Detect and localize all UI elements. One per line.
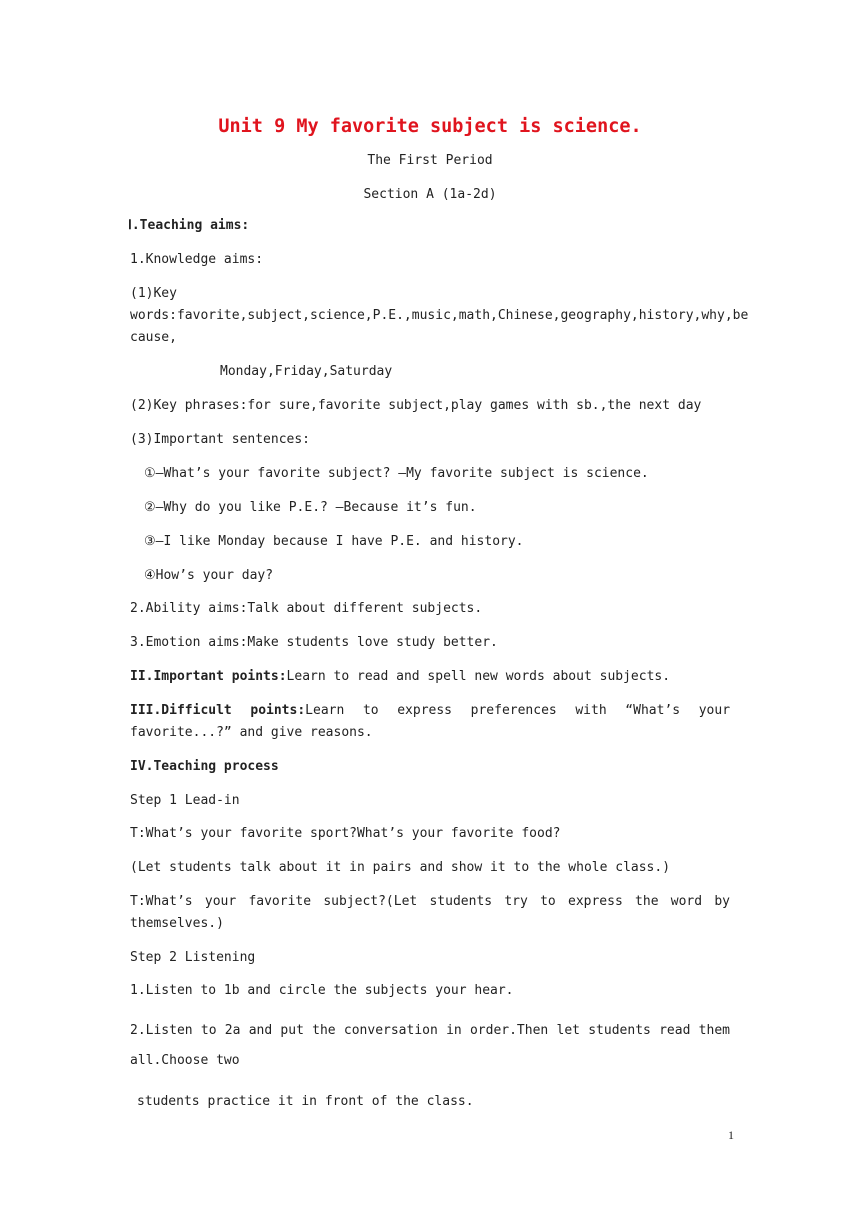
key-words-list: words:favorite,subject,science,P.E.,music,math,Chinese,geography,history,why,be <box>130 308 749 323</box>
word: “What’s <box>625 703 681 718</box>
step-1-question-2 <box>130 894 730 910</box>
important-points-text: Learn to read and spell new words about subjects. <box>286 669 671 684</box>
listening-1: 1.Listen to 1b and circle the subjects your hear. <box>130 983 514 998</box>
word: express <box>397 703 453 718</box>
ability-aims: 2.Ability aims:Talk about different subjects. <box>130 601 483 616</box>
word: to <box>540 894 556 909</box>
word: with <box>575 703 607 718</box>
step-1-question: T:What’s your favorite sport?What’s your favorite food? <box>130 826 561 841</box>
word: and <box>248 1023 273 1038</box>
word: express <box>568 894 623 909</box>
teaching-process-heading: IV.Teaching process <box>130 759 279 774</box>
step-1-question-2-cont: themselves.) <box>130 916 224 931</box>
word: order.Then <box>469 1023 549 1038</box>
word: put <box>280 1023 304 1038</box>
key-words-days: Monday,Friday,Saturday <box>220 364 393 379</box>
word: T:What’s <box>130 894 193 909</box>
word: favorite <box>248 894 312 909</box>
step-2-heading: Step 2 Listening <box>130 950 256 965</box>
word: let <box>556 1023 580 1038</box>
teaching-aims-heading: Ⅰ.Teaching aims: <box>128 218 250 233</box>
word: your <box>698 703 731 718</box>
word: conversation <box>343 1023 438 1038</box>
sentence-3: ③—I like Monday because I have P.E. and history. <box>144 534 524 549</box>
word: subject?(Let <box>323 894 418 909</box>
period-subtitle: The First Period <box>367 153 493 168</box>
emotion-aims: 3.Emotion aims:Make students love study better. <box>130 635 498 650</box>
step-1-heading: Step 1 Lead-in <box>130 793 240 808</box>
word: to <box>362 703 379 718</box>
difficult-points-line2: favorite...?” and give reasons. <box>130 725 373 740</box>
word: read <box>659 1023 691 1038</box>
word: by <box>714 894 730 909</box>
difficult-points-line1 <box>130 703 730 719</box>
word: Learn <box>305 703 345 718</box>
knowledge-aims: 1.Knowledge aims: <box>130 252 264 267</box>
listening-2-cont-2: students practice it in front of the class. <box>137 1094 474 1109</box>
word: 2a <box>224 1023 241 1038</box>
sentence-1: ①—What’s your favorite subject? —My favorite subject is science. <box>144 466 649 481</box>
difficult-label-1: III.Difficult <box>130 703 232 718</box>
sentence-4: ④How’s your day? <box>144 568 274 583</box>
document-title: Unit 9 My favorite subject is science. <box>218 116 642 137</box>
key-words-label: (1)Key <box>130 286 177 301</box>
section-subtitle: Section A (1a-2d) <box>363 187 497 202</box>
word: in <box>446 1023 462 1038</box>
key-phrases: (2)Key phrases:for sure,favorite subject,play games with sb.,the next day <box>130 398 702 413</box>
important-points <box>130 669 670 685</box>
word: to <box>200 1023 217 1038</box>
listening-2 <box>130 1023 730 1039</box>
word: the <box>312 1023 336 1038</box>
word: preferences <box>470 703 557 718</box>
important-sentences-label: (3)Important sentences: <box>130 432 311 447</box>
step-1-note: (Let students talk about it in pairs and show it to the whole class.) <box>130 860 671 875</box>
important-points-label: II.Important points: <box>130 669 287 684</box>
word: word <box>670 894 703 909</box>
word: them <box>698 1023 730 1038</box>
key-words-cont: cause, <box>130 330 177 345</box>
difficult-label-2: points: <box>250 703 306 718</box>
word: try <box>504 894 528 909</box>
word: the <box>635 894 659 909</box>
word: your <box>204 894 237 909</box>
page-number: 1 <box>728 1128 734 1142</box>
word: 2.Listen <box>130 1023 193 1038</box>
word: students <box>588 1023 651 1038</box>
listening-2-cont: all.Choose two <box>130 1053 240 1068</box>
word: students <box>429 894 493 909</box>
sentence-2: ②—Why do you like P.E.? —Because it’s fun. <box>144 500 477 515</box>
